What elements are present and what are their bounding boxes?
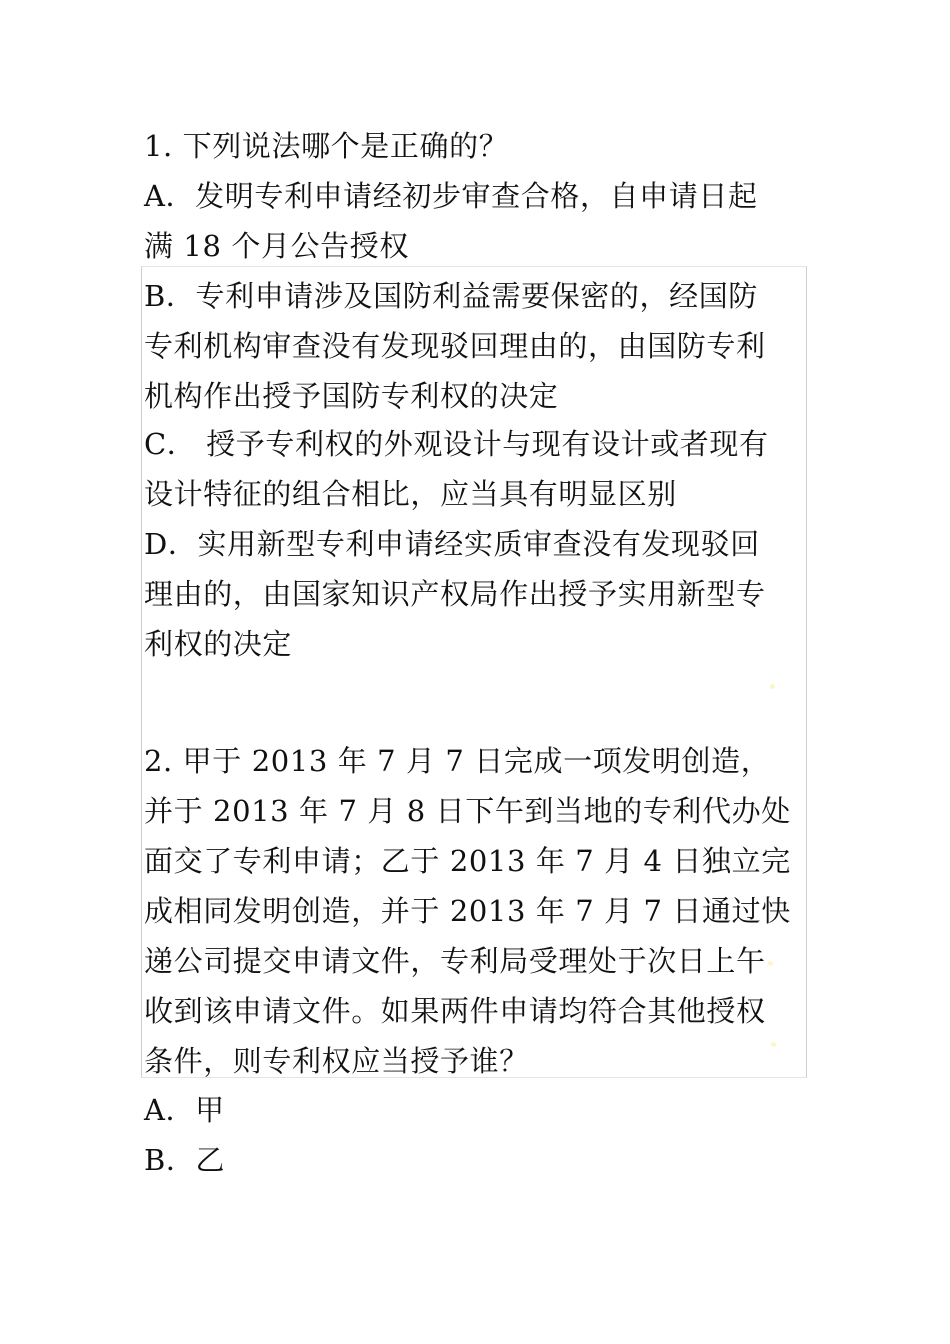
question-2-stem: 2. 甲于 2013 年 7 月 7 日完成一项发明创造， (144, 744, 771, 778)
question-1-option-b: B．专利申请涉及国防利益需要保密的，经国防 (144, 279, 758, 313)
question-2-stem-cont: 收到该申请文件。如果两件申请均符合其他授权 (144, 994, 766, 1028)
question-1-option-a: A．发明专利申请经初步审查合格，自申请日起 (144, 179, 758, 213)
question-1-stem: 1. 下列说法哪个是正确的？ (144, 129, 509, 163)
question-1-option-b-cont: 专利机构审查没有发现驳回理由的，由国防专利 (144, 329, 766, 363)
question-2-stem-cont: 递公司提交申请文件，专利局受理处于次日上午 (144, 944, 766, 978)
question-1-option-c: C． 授予专利权的外观设计与现有设计或者现有 (144, 427, 769, 461)
question-2-stem-cont: 面交了专利申请；乙于 2013 年 7 月 4 日独立完 (144, 844, 791, 878)
question-1-option-c-cont: 设计特征的组合相比，应当具有明显区别 (144, 477, 677, 511)
question-1-option-b-cont: 机构作出授予国防专利权的决定 (144, 379, 559, 413)
question-1-option-d-cont: 利权的决定 (144, 627, 293, 661)
question-2-stem-cont: 并于 2013 年 7 月 8 日下午到当地的专利代办处 (144, 794, 791, 828)
question-2-stem-cont: 条件，则专利权应当授予谁？ (144, 1044, 529, 1078)
question-2-option-a: A．甲 (144, 1093, 225, 1127)
question-2-option-b: B．乙 (144, 1143, 226, 1177)
scan-speck (770, 684, 775, 689)
question-1-option-d: D．实用新型专利申请经实质审查没有发现驳回 (144, 527, 760, 561)
question-2-stem-cont: 成相同发明创造，并于 2013 年 7 月 7 日通过快 (144, 894, 791, 928)
question-1-option-d-cont: 理由的，由国家知识产权局作出授予实用新型专 (144, 577, 766, 611)
question-1-option-a-cont: 满 18 个月公告授权 (144, 229, 409, 263)
